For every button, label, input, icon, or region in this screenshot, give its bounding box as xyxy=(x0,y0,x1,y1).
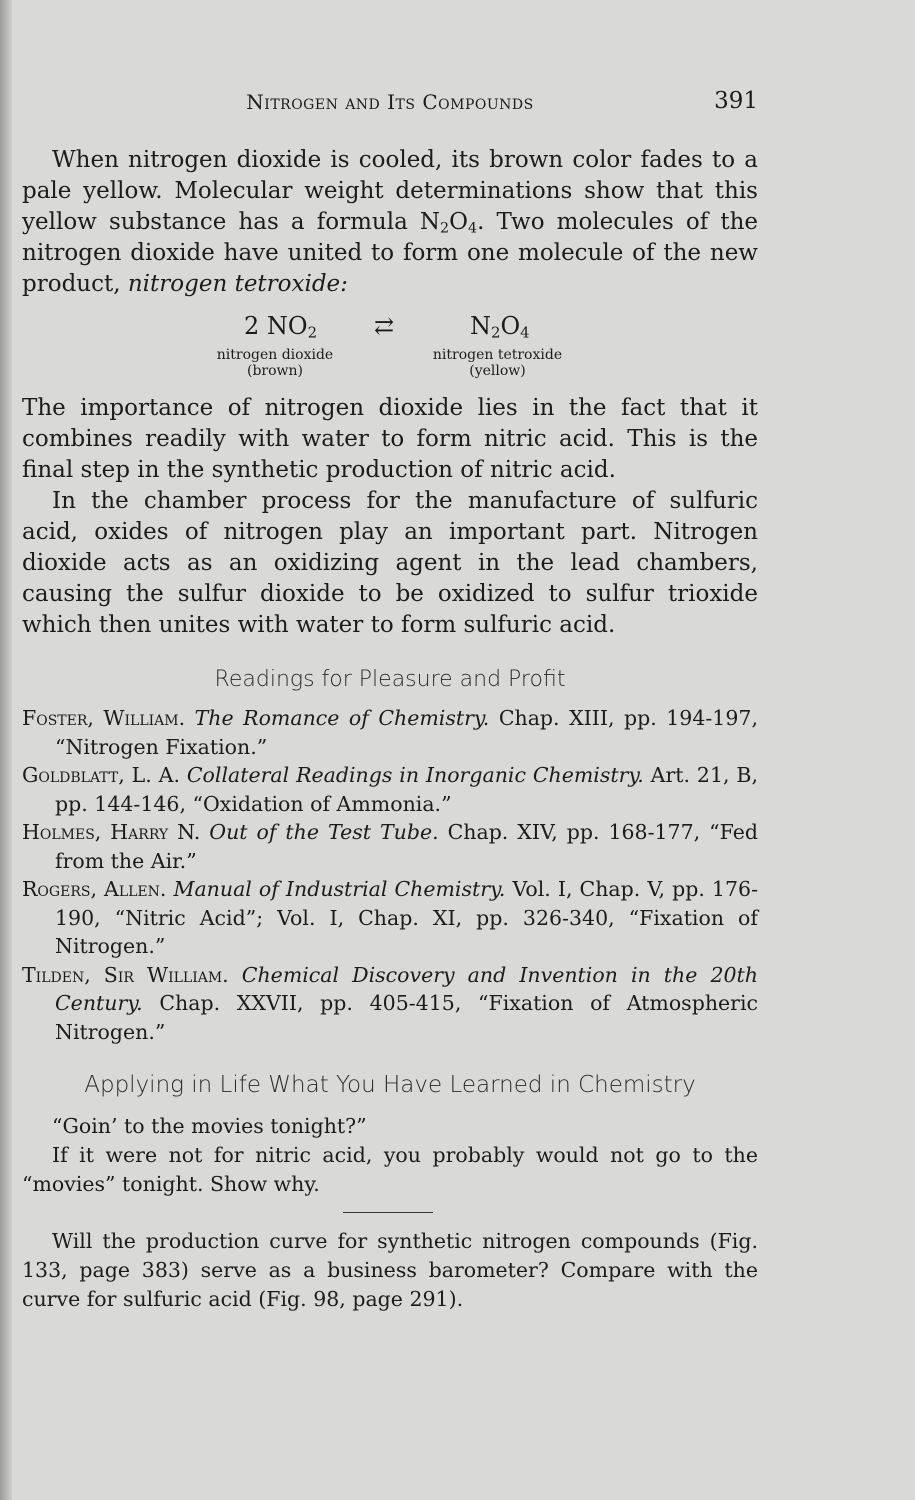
paragraph-intro xyxy=(22,145,758,300)
readings-list xyxy=(22,704,758,1046)
page-number: 391 xyxy=(714,88,758,114)
reading-item: Foster, William. The Romance of Chemistry. Chap. XIII, pp. 194-197, “Nitrogen Fixation.” xyxy=(22,706,758,759)
equilibrium-arrow: ⇄ xyxy=(374,312,395,340)
right-label-note: (yellow) xyxy=(469,363,526,379)
subscript: 2 xyxy=(440,220,450,237)
italic-term: nitrogen tetroxide: xyxy=(127,271,348,297)
reading-item: Tilden, Sir William. Chemical Discovery and Invention in the 20th Century. Chap. XXVII, pp. 405-415, “Fixation of Atmospheric Nitrogen.” xyxy=(22,962,758,1044)
subscript: 4 xyxy=(467,220,478,237)
paragraph-body xyxy=(22,393,758,641)
applying-prompt: If it were not for nitric acid, you probably would not go to the “movies” tonight. Show why. xyxy=(22,1143,758,1196)
paragraph-importance: The importance of nitrogen dioxide lies in the fact that it combines readily with water to form nitric acid. This is the final step in the synthetic production of nitric acid. xyxy=(22,395,758,483)
reading-item: Holmes, Harry N. Out of the Test Tube. Chap. XIV, pp. 168-177, “Fed from the Air.” xyxy=(22,820,758,873)
page-edge xyxy=(0,0,12,1500)
readings-heading: Readings for Pleasure and Profit xyxy=(214,667,566,692)
equation-left-formula: 2 $NO_2$ xyxy=(244,312,318,342)
paragraph-intro-text-c: . Two molecules of the nitrogen dioxide have united to form one molecule of the new product, xyxy=(22,209,758,297)
applying-section xyxy=(22,1112,758,1199)
applying-question: “Goin’ to the movies tonight?” xyxy=(52,1114,367,1138)
applying-heading: Applying in Life What You Have Learned in Chemistry xyxy=(84,1072,696,1098)
divider-rule xyxy=(343,1212,433,1213)
left-label-name: nitrogen dioxide xyxy=(216,347,334,363)
reading-item: Rogers, Allen. Manual of Industrial Chemistry. Vol. I, Chap. V, pp. 176-190, “Nitric Acid”; Vol. I, Chap. XI, pp. 326-340, “Fixation of Nitrogen.” xyxy=(22,877,758,958)
closing-question: Will the production curve for synthetic nitrogen compounds (Fig. 133, page 383) serve as a business barometer? Compare with the curve for sulfuric acid (Fig. 98, page 291). xyxy=(22,1229,758,1311)
running-title: Nitrogen and Its Compounds xyxy=(246,90,534,114)
equation-right-formula: $N_2O_4$ xyxy=(470,312,530,342)
paragraph-intro-text-b: O xyxy=(449,209,468,235)
right-label-name: nitrogen tetroxide xyxy=(432,347,563,363)
reading-item: Goldblatt, L. A. Collateral Readings in Inorganic Chemistry. Art. 21, B, pp. 144-146, “Oxidation of Ammonia.” xyxy=(22,763,758,816)
equation-left-label xyxy=(200,347,350,379)
left-label-note: (brown) xyxy=(246,363,303,379)
paragraph-chamber-process: In the chamber process for the manufacture of sulfuric acid, oxides of nitrogen play an important part. Nitrogen dioxide acts as an oxidizing agent in the lead chambers, causing the sulfur dioxide to be oxidized to sulfur trioxide which then unites with water to form sulfuric acid. xyxy=(22,488,758,638)
paragraph-intro-text-a: When nitrogen dioxide is cooled, its brown color fades to a pale yellow. Molecular weight determinations show that this yellow substance has a formula N xyxy=(22,147,758,235)
equation-right-label xyxy=(420,347,575,379)
page-header xyxy=(22,90,758,122)
chemical-equation xyxy=(22,312,758,392)
